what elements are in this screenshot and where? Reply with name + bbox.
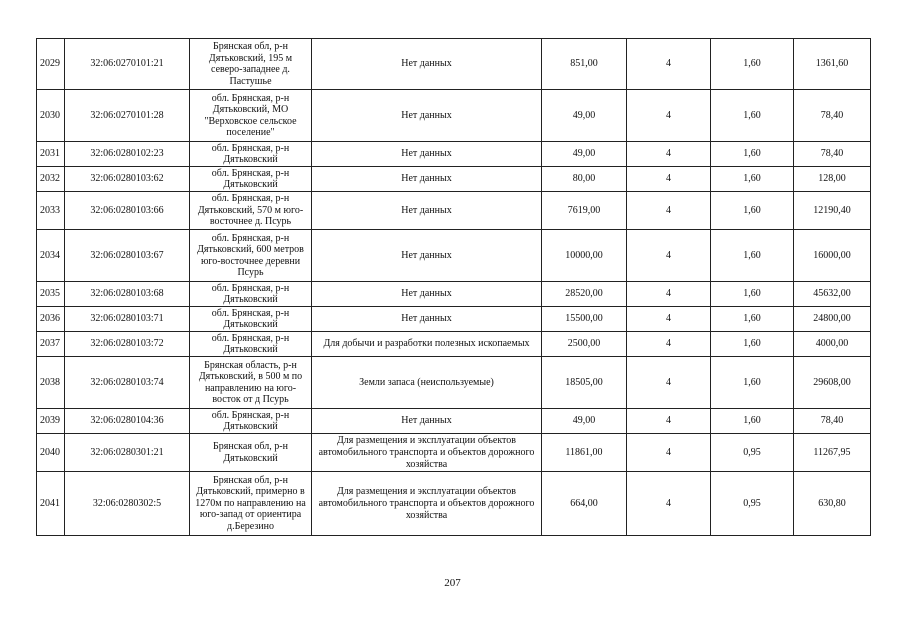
rate-cell: 1,60 (711, 307, 794, 332)
area-cell: 18505,00 (542, 357, 627, 409)
table-row (37, 167, 871, 192)
cadastral-value-cell: 78,40 (794, 409, 871, 434)
address-cell: обл. Брянская, р-н Дятьковский, 600 метров юго-восточнее деревни Псурь (190, 230, 312, 282)
cadastral-value-cell: 1361,60 (794, 39, 871, 90)
group-cell: 4 (627, 192, 711, 230)
cadastral-number-cell: 32:06:0280103:72 (65, 332, 190, 357)
group-cell: 4 (627, 282, 711, 307)
cadastral-value-cell: 16000,00 (794, 230, 871, 282)
permitted-use-cell: Нет данных (312, 192, 542, 230)
table-row (37, 332, 871, 357)
cadastral-number-cell: 32:06:0270101:21 (65, 39, 190, 90)
cadastral-number-cell: 32:06:0280301:21 (65, 434, 190, 472)
group-cell: 4 (627, 357, 711, 409)
area-cell: 49,00 (542, 142, 627, 167)
area-cell: 2500,00 (542, 332, 627, 357)
row-number-cell: 2037 (37, 332, 65, 357)
rate-cell: 1,60 (711, 192, 794, 230)
rate-cell: 1,60 (711, 332, 794, 357)
rate-cell: 1,60 (711, 39, 794, 90)
area-cell: 80,00 (542, 167, 627, 192)
table-row (37, 282, 871, 307)
rate-cell: 1,60 (711, 167, 794, 192)
table-row (37, 230, 871, 282)
group-cell: 4 (627, 230, 711, 282)
cadastral-number-cell: 32:06:0280103:74 (65, 357, 190, 409)
rate-cell: 1,60 (711, 142, 794, 167)
row-number-cell: 2036 (37, 307, 65, 332)
table-body (37, 39, 871, 536)
cadastral-value-cell: 11267,95 (794, 434, 871, 472)
cadastral-number-cell: 32:06:0280103:71 (65, 307, 190, 332)
permitted-use-cell: Нет данных (312, 167, 542, 192)
table-row (37, 307, 871, 332)
group-cell: 4 (627, 39, 711, 90)
group-cell: 4 (627, 472, 711, 536)
permitted-use-cell: Нет данных (312, 142, 542, 167)
cadastral-value-cell: 630,80 (794, 472, 871, 536)
cadastral-value-cell: 29608,00 (794, 357, 871, 409)
table-row (37, 409, 871, 434)
cadastral-value-cell: 24800,00 (794, 307, 871, 332)
address-cell: обл. Брянская, р-н Дятьковский (190, 282, 312, 307)
cadastral-number-cell: 32:06:0280103:62 (65, 167, 190, 192)
group-cell: 4 (627, 90, 711, 142)
permitted-use-cell: Для добычи и разработки полезных ископаемых (312, 332, 542, 357)
cadastral-number-cell: 32:06:0280103:66 (65, 192, 190, 230)
row-number-cell: 2029 (37, 39, 65, 90)
address-cell: Брянская обл, р-н Дятьковский (190, 434, 312, 472)
table-row (37, 142, 871, 167)
rate-cell: 1,60 (711, 409, 794, 434)
address-cell: обл. Брянская, р-н Дятьковский (190, 142, 312, 167)
cadastral-value-cell: 78,40 (794, 90, 871, 142)
row-number-cell: 2040 (37, 434, 65, 472)
permitted-use-cell: Земли запаса (неиспользуемые) (312, 357, 542, 409)
address-cell: обл. Брянская, р-н Дятьковский (190, 409, 312, 434)
group-cell: 4 (627, 307, 711, 332)
permitted-use-cell: Нет данных (312, 230, 542, 282)
row-number-cell: 2030 (37, 90, 65, 142)
row-number-cell: 2038 (37, 357, 65, 409)
permitted-use-cell: Нет данных (312, 282, 542, 307)
land-registry-table (36, 38, 871, 536)
table-row (37, 434, 871, 472)
address-cell: обл. Брянская, р-н Дятьковский (190, 332, 312, 357)
group-cell: 4 (627, 409, 711, 434)
rate-cell: 1,60 (711, 282, 794, 307)
area-cell: 7619,00 (542, 192, 627, 230)
row-number-cell: 2032 (37, 167, 65, 192)
area-cell: 10000,00 (542, 230, 627, 282)
permitted-use-cell: Нет данных (312, 90, 542, 142)
cadastral-value-cell: 12190,40 (794, 192, 871, 230)
row-number-cell: 2031 (37, 142, 65, 167)
area-cell: 28520,00 (542, 282, 627, 307)
address-cell: обл. Брянская, р-н Дятьковский, МО "Верховское сельское поселение" (190, 90, 312, 142)
permitted-use-cell: Для размещения и эксплуатации объектов автомобильного транспорта и объектов дорожного хозяйства (312, 434, 542, 472)
area-cell: 11861,00 (542, 434, 627, 472)
address-cell: Брянская обл, р-н Дятьковский, примерно в 1270м по направлению на юго-запад от ориентира д.Березино (190, 472, 312, 536)
row-number-cell: 2033 (37, 192, 65, 230)
group-cell: 4 (627, 167, 711, 192)
table-row (37, 472, 871, 536)
table-row (37, 357, 871, 409)
table-row (37, 192, 871, 230)
rate-cell: 0,95 (711, 434, 794, 472)
rate-cell: 0,95 (711, 472, 794, 536)
area-cell: 49,00 (542, 90, 627, 142)
area-cell: 664,00 (542, 472, 627, 536)
permitted-use-cell: Нет данных (312, 409, 542, 434)
area-cell: 49,00 (542, 409, 627, 434)
rate-cell: 1,60 (711, 357, 794, 409)
cadastral-value-cell: 78,40 (794, 142, 871, 167)
cadastral-number-cell: 32:06:0280103:68 (65, 282, 190, 307)
cadastral-number-cell: 32:06:0280302:5 (65, 472, 190, 536)
group-cell: 4 (627, 332, 711, 357)
row-number-cell: 2041 (37, 472, 65, 536)
rate-cell: 1,60 (711, 90, 794, 142)
cadastral-number-cell: 32:06:0280104:36 (65, 409, 190, 434)
permitted-use-cell: Нет данных (312, 307, 542, 332)
area-cell: 15500,00 (542, 307, 627, 332)
address-cell: обл. Брянская, р-н Дятьковский (190, 307, 312, 332)
rate-cell: 1,60 (711, 230, 794, 282)
area-cell: 851,00 (542, 39, 627, 90)
table-row (37, 39, 871, 90)
permitted-use-cell: Нет данных (312, 39, 542, 90)
cadastral-number-cell: 32:06:0280102:23 (65, 142, 190, 167)
cadastral-value-cell: 4000,00 (794, 332, 871, 357)
address-cell: Брянская область, р-н Дятьковский, в 500 м по направлению на юго-восток от д Псурь (190, 357, 312, 409)
permitted-use-cell: Для размещения и эксплуатации объектов автомобильного транспорта и объектов дорожного хозяйства (312, 472, 542, 536)
group-cell: 4 (627, 434, 711, 472)
cadastral-number-cell: 32:06:0270101:28 (65, 90, 190, 142)
cadastral-value-cell: 45632,00 (794, 282, 871, 307)
cadastral-number-cell: 32:06:0280103:67 (65, 230, 190, 282)
address-cell: обл. Брянская, р-н Дятьковский, 570 м юго-восточнее д. Псурь (190, 192, 312, 230)
address-cell: обл. Брянская, р-н Дятьковский (190, 167, 312, 192)
cadastral-value-cell: 128,00 (794, 167, 871, 192)
row-number-cell: 2035 (37, 282, 65, 307)
row-number-cell: 2034 (37, 230, 65, 282)
row-number-cell: 2039 (37, 409, 65, 434)
page-number: 207 (444, 577, 461, 589)
address-cell: Брянская обл, р-н Дятьковский, 195 м северо-западнее д. Пастушье (190, 39, 312, 90)
table-row (37, 90, 871, 142)
group-cell: 4 (627, 142, 711, 167)
